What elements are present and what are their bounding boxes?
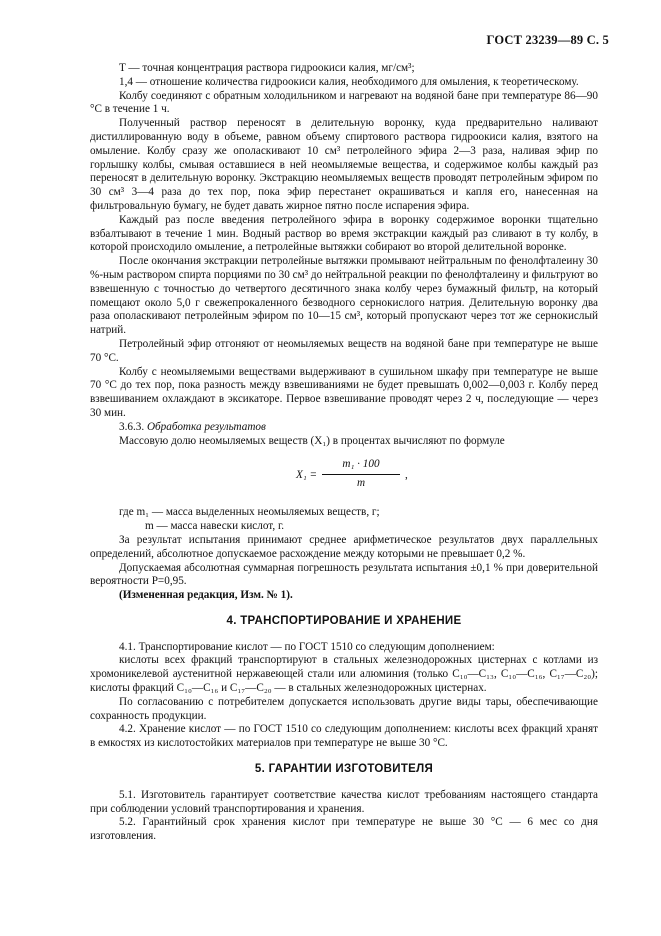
paragraph-shaking: Каждый раз после введения петролейного эфира в воронку содержимое воронки тщательно взбалтывают в течение 1 мин. Водный раствор во время экстракции каждый раз сливают в ту колбу, в которой происходило омыление, а петролейные вытяжки собирают во второй делительной воронке. [90, 213, 598, 254]
formula-comma: , [405, 469, 408, 482]
paragraph-drying: Колбу с неомыляемыми веществами выдерживают в сушильном шкафу при температуре не выше 70 °С до тех пор, пока разность между взвешиваниями не будет превышать 0,002—0,003 г. Колбу перед взвешиванием охлаждают в эксикаторе. Первое взвешивание проводят через 2 ч, последующие — через 30 мин. [90, 365, 598, 419]
section-4-2: 4.2. Хранение кислот — по ГОСТ 1510 со следующим дополнением: кислоты всех фракций хранят в емкостях из кислотостойких материалов при температуре не выше 30 °С. [90, 723, 598, 750]
paragraph-washing: После окончания экстракции петролейные вытяжки промывают нейтральным по фенолфталеину 30 %-ным раствором спирта порциями по 30 см³ до нейтральной реакции по фенолфталеину и фильтруют во взвешенную с точностью до четвертого десятичного знака колбу через бумажный фильтр, на который помещают около 5,0 г свежепрокаленного безводного сернокислого натрия. Делительную воронку два раза ополаскивают петролейным эфиром по 10—15 см³, который пропускают через тот же сернокислый натрий. [90, 255, 598, 337]
where-m1: где m₁ — масса выделенных неомыляемых веществ, г; [119, 506, 380, 519]
revision-note: (Измененная редакция, Изм. № 1). [119, 589, 293, 602]
subsection-number: 3.6.3. [119, 420, 145, 433]
definition-ratio: 1,4 — отношение количества гидроокиси калия, необходимого для омыления, к теоретическому. [119, 75, 579, 88]
document-body [90, 62, 598, 844]
paragraph-heating: Колбу соединяют с обратным холодильником и нагревают на водяной бане при температуре 86—90 °С в течение 1 ч. [90, 89, 598, 116]
formula-denominator: m [356, 477, 366, 490]
formula-x1 [90, 458, 598, 494]
formula-fraction [322, 458, 400, 491]
paragraph-error: Допускаемая абсолютная суммарная погрешность результата испытания ±0,1 % при доверительной вероятности P=0,95. [90, 561, 598, 588]
paragraph-result: За результат испытания принимают среднее арифметическое результатов двух параллельных определений, абсолютное допускаемое расхождение между которыми не превышает 0,2 %. [90, 533, 598, 560]
paragraph-extraction: Полученный раствор переносят в делительную воронку, куда предварительно наливают дистиллированную воду в объеме, равном объему спиртового раствора гидроокиси калия, взятого на омыление. Колбу сразу же ополаскивают 10 см³ петролейного эфира 2—3 раза, наливая эфир по горлышку колбы, смывая оставшиеся в ней неомыляемые вещества, и содержимое колбы каждый раз переносят в делительную воронку. Экстракцию неомыляемых веществ проводят петролейным эфиром по 30 см³ 3—4 раза до тех пор, пока эфир перестанет окрашиваться и капля его, нанесенная на фильтровальную бумагу, не будет давать жирное пятно после испарения эфира. [90, 117, 598, 212]
where-m: m — масса навески кислот, г. [145, 520, 285, 533]
section-5-1: 5.1. Изготовитель гарантирует соответствие качества кислот требованиям настоящего стандарта при соблюдении условий транспортирования и хранения. [90, 788, 598, 815]
subsection-363 [90, 421, 598, 435]
section-4-1-packaging: По согласованию с потребителем допускается использовать другие виды тары, обеспечивающие сохранность продукции. [90, 695, 598, 722]
section-5-2: 5.2. Гарантийный срок хранения кислот при температуре не выше 30 °С — 6 мес со дня изготовления. [90, 816, 598, 843]
formula-numerator: m₁ · 100 [322, 458, 400, 475]
page-header: ГОСТ 23239—89 С. 5 [486, 33, 609, 47]
subsection-title: Обработка результатов [146, 420, 266, 433]
definition-t: T — точная концентрация раствора гидроокиси калия, мг/см³; [119, 62, 415, 74]
paragraph-distill: Петролейный эфир отгоняют от неомыляемых веществ на водяной бане при температуре не выше 70 °С. [90, 337, 598, 364]
formula-intro: Массовую долю неомыляемых веществ (X₁) в процентах вычисляют по формуле [119, 434, 505, 447]
formula-lhs: X₁ = [296, 469, 318, 482]
section-4-1: 4.1. Транспортирование кислот — по ГОСТ 1510 со следующим дополнением: [119, 640, 495, 653]
section-5-heading: 5. ГАРАНТИИ ИЗГОТОВИТЕЛЯ [254, 763, 434, 776]
section-4-1-addition: кислоты всех фракций транспортируют в стальных железнодорожных цистернах с котлами из хромоникелевой аустенитной нержавеющей стали или алюминия (только С₁₀—С₁₃, С₁₀—С₁₆, С₁₇—С₂₀); кислоты фракций С₁₀—С₁₆ и С₁₇—С₂₀ — в стальных железнодорожных цистернах. [90, 654, 598, 695]
section-4-heading: 4. ТРАНСПОРТИРОВАНИЕ И ХРАНЕНИЕ [226, 614, 462, 627]
